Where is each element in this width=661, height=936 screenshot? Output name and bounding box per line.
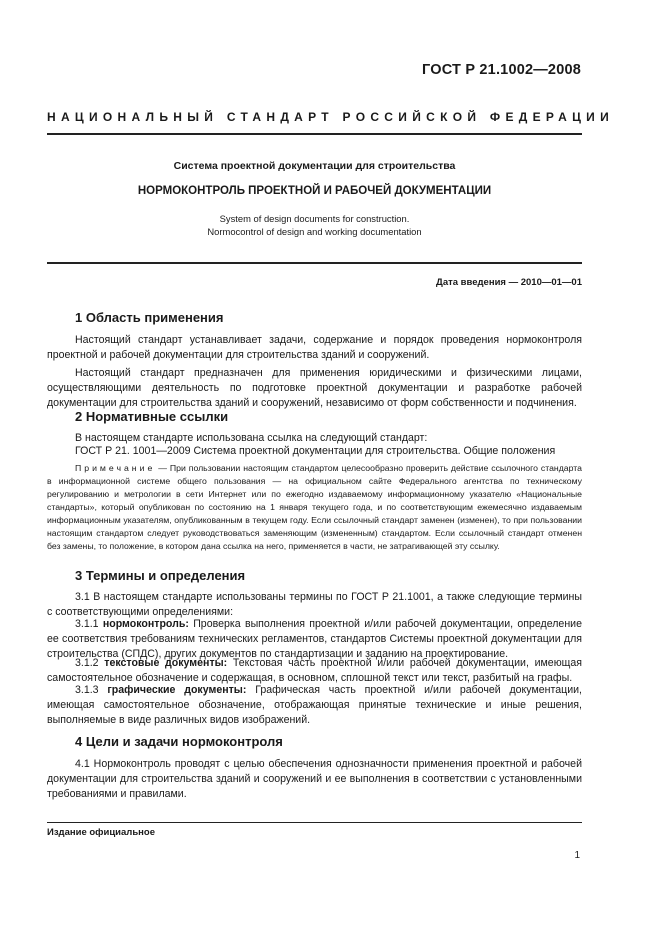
term-normocontrol-name: нормоконтроль: (102, 618, 189, 630)
section-2-note (47, 462, 582, 553)
term-graphic-documents-name: графические документы: (107, 684, 247, 696)
footer-divider (47, 822, 582, 823)
english-title (47, 213, 582, 238)
system-title: Система проектной документации для строительства (173, 160, 456, 172)
introduction-date: Дата введения — 2010—01—01 (436, 277, 582, 288)
term-normocontrol: 3.1.1 нормоконтроль: Проверка выполнения проектной и/или рабочей документации, определение ее соответствия требованиям технических регламентов, стандартов Системы проектной документации для строительства (СПДС), других документов по стандартизации и заданию на проектирование. (47, 618, 582, 660)
section-2-paragraph-1: В настоящем стандарте использована ссылка на следующий стандарт: (75, 432, 428, 444)
section-4-paragraph-1: 4.1 Нормоконтроль проводят с целью обеспечения однозначности применения проектной и рабочей документации для строительства зданий и сооружений и ее выполнения в соответствии с установленными требованиями и правилами. (47, 758, 582, 800)
term-text-documents: 3.1.2 текстовые документы: Текстовая часть проектной и/или рабочей документации, имеющая самостоятельное обозначение и содержащая, в основном, сплошной текст или текст, разбитый на графы. (47, 657, 582, 684)
term-text-documents-name: текстовые документы: (104, 657, 228, 669)
english-title-line-2: Normocontrol of design and working documentation (207, 225, 422, 237)
section-1-paragraph-2: Настоящий стандарт предназначен для применения юридическими и физическими лицами, осуществляющими деятельность по подготовке проектной документации и разработке рабочей документации для строительства зданий и сооружений, независимо от форм собственности и подчинения. (47, 367, 582, 409)
section-3-heading: 3 Термины и определения (75, 568, 246, 583)
section-3-intro: 3.1 В настоящем стандарте использованы термины по ГОСТ Р 21.1001, а также следующие термины с соответствующими определениями: (47, 591, 582, 618)
note-label: Примечание (75, 463, 156, 473)
page-number: 1 (574, 850, 580, 861)
section-1-heading: 1 Область применения (75, 310, 224, 325)
section-4-heading: 4 Цели и задачи нормоконтроля (75, 734, 283, 749)
section-2-reference: ГОСТ Р 21. 1001—2009 Система проектной документации для строительства. Общие положения (75, 445, 556, 457)
term-graphic-documents: 3.1.3 графические документы: Графическая часть проектной и/или рабочей документации, имеющая самостоятельное обозначение, отображающая принятые технические и иные решения, выполняемые в виде различных видов изображений. (47, 684, 582, 726)
section-1-paragraph-1: Настоящий стандарт устанавливает задачи, содержание и порядок проведения нормоконтроля проектной и рабочей документации для строительства зданий и сооружений. (47, 334, 582, 361)
national-standard-banner: НАЦИОНАЛЬНЫЙ СТАНДАРТ РОССИЙСКОЙ ФЕДЕРАЦИИ (47, 110, 615, 124)
official-edition-label: Издание официальное (47, 827, 155, 838)
note-text: — При пользовании настоящим стандартом целесообразно проверить действие ссылочного стандарта в информационной системе общего пользования — на официальном сайте Федерального агентства по техническому регулированию и метрологии в сети Интернет или по ежегодно издаваемому информационному указателю «Национальные стандарты», который опубликован по состоянию на 1 января текущего года, и по соответствующим ежемесячно издаваемым информационным указателям, опубликованным в текущем году. Если ссылочный стандарт заменен (изменен), то при пользовании настоящим стандартом следует руководствоваться заменяющим (измененным) стандартом. Если ссылочный стандарт отменен без замены, то положение, в котором дана ссылка на него, применяется в части, не затрагивающей эту ссылку. (47, 463, 582, 551)
document-title: НОРМОКОНТРОЛЬ ПРОЕКТНОЙ И РАБОЧЕЙ ДОКУМЕНТАЦИИ (137, 185, 492, 197)
section-2-heading: 2 Нормативные ссылки (75, 409, 229, 424)
top-divider (47, 133, 582, 135)
title-divider (47, 262, 582, 264)
document-code: ГОСТ Р 21.1002—2008 (422, 62, 581, 78)
english-title-line-1: System of design documents for construction. (219, 213, 410, 224)
